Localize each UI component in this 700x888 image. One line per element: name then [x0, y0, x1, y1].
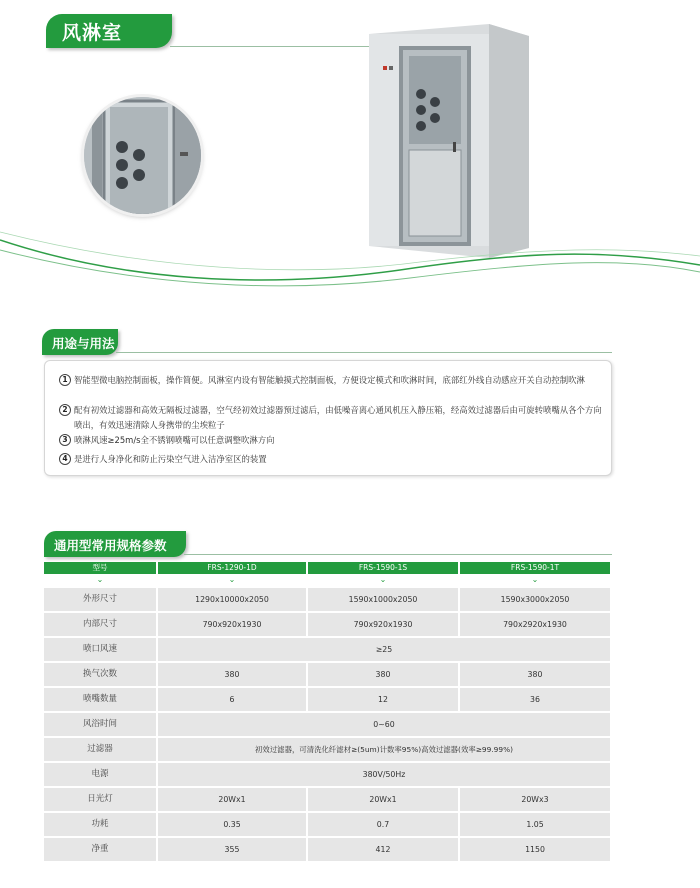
chevron-down-icon: ⌄: [96, 575, 104, 584]
table-cell: 20Wx3: [460, 788, 610, 811]
table-cell: 1150: [460, 838, 610, 861]
table-row: [44, 813, 610, 836]
usage-heading: 用途与用法: [52, 336, 115, 351]
table-cell: 790x2920x1930: [460, 613, 610, 636]
usage-underline: [116, 352, 612, 353]
usage-item: [59, 373, 607, 388]
row-label: 电源: [44, 763, 156, 786]
table-row: [44, 763, 610, 786]
table-cell: 1.05: [460, 813, 610, 836]
usage-text: 智能型微电脑控制面板，操作简便。风淋室内设有智能触摸式控制面板，方便设定模式和吹淋时间，底部红外线自动感应开关自动控制吹淋: [74, 375, 585, 385]
table-cell: 380: [158, 663, 306, 686]
table-cell: 12: [308, 688, 458, 711]
row-label: 喷嘴数量: [44, 688, 156, 711]
chevron-down-icon: ⌄: [379, 575, 387, 584]
item-number: 1: [59, 374, 71, 386]
table-row: [44, 788, 610, 811]
row-label: 内部尺寸: [44, 613, 156, 636]
table-cell: 0.35: [158, 813, 306, 836]
specs-section-tab: [44, 531, 186, 557]
specs-heading: 通用型常用规格参数: [54, 538, 167, 553]
column-header: FRS-1590-1T: [460, 562, 610, 574]
row-label: 外形尺寸: [44, 588, 156, 611]
table-cell: 380: [308, 663, 458, 686]
column-header: FRS-1290-1D: [158, 562, 306, 574]
table-cell: 36: [460, 688, 610, 711]
usage-section-tab: [42, 329, 118, 355]
usage-item: [59, 452, 607, 467]
table-cell-merged: 380V/50Hz: [158, 763, 610, 786]
closeup-image: [84, 97, 201, 214]
row-label: 功耗: [44, 813, 156, 836]
table-cell: 1590x3000x2050: [460, 588, 610, 611]
column-header-model: 型号: [44, 562, 156, 574]
table-row: [44, 688, 610, 711]
table-cell: 0.7: [308, 813, 458, 836]
table-cell-merged: ≥25: [158, 638, 610, 661]
table-cell: 20Wx1: [158, 788, 306, 811]
usage-text: 配有初效过滤器和高效无隔板过滤器，空气经初效过滤器预过滤后，由低噪音离心通风机压入静压箱，经高效过滤器后由可旋转喷嘴从各个方向喷出，有效迅速清除人身携带的尘埃粒子: [74, 405, 602, 430]
usage-item: [59, 433, 607, 448]
table-cell-merged: 0~60: [158, 713, 610, 736]
row-label: 喷口风速: [44, 638, 156, 661]
table-row: [44, 713, 610, 736]
usage-text: 是进行人身净化和防止污染空气进入洁净室区的装置: [74, 454, 267, 464]
table-cell: 412: [308, 838, 458, 861]
table-cell: 6: [158, 688, 306, 711]
table-cell-merged: 初效过滤器，可清洗化纤滤材≥(5um)计数率95%)高效过滤器(效率≥99.99%): [158, 738, 610, 761]
table-row: [44, 638, 610, 661]
row-label: 过滤器: [44, 738, 156, 761]
decorative-wave: [0, 220, 700, 300]
item-number: 4: [59, 453, 71, 465]
specs-underline: [184, 554, 612, 555]
item-number: 3: [59, 434, 71, 446]
row-label: 风浴时间: [44, 713, 156, 736]
table-cell: 1590x1000x2050: [308, 588, 458, 611]
item-number: 2: [59, 404, 71, 416]
table-cell: 380: [460, 663, 610, 686]
row-label: 日光灯: [44, 788, 156, 811]
usage-box: [44, 360, 612, 476]
table-cell: 790x920x1930: [158, 613, 306, 636]
table-cell: 355: [158, 838, 306, 861]
table-row: [44, 613, 610, 636]
table-cell: 20Wx1: [308, 788, 458, 811]
table-row: [44, 738, 610, 761]
chevron-down-icon: ⌄: [228, 575, 236, 584]
table-cell: 1290x10000x2050: [158, 588, 306, 611]
table-header-row: [44, 562, 610, 574]
table-cell: 790x920x1930: [308, 613, 458, 636]
usage-text: 喷淋风速≥25m/s全不锈钢喷嘴可以任意调整吹淋方向: [74, 435, 275, 445]
chevron-down-icon: ⌄: [531, 575, 539, 584]
page-title: 风淋室: [62, 22, 123, 44]
title-underline: [170, 46, 370, 47]
row-label: 换气次数: [44, 663, 156, 686]
page-title-tab: [46, 14, 172, 48]
column-header: FRS-1590-1S: [308, 562, 458, 574]
table-row: [44, 588, 610, 611]
row-label: 净重: [44, 838, 156, 861]
chevron-row: [44, 574, 610, 586]
table-row: [44, 838, 610, 861]
usage-item: [59, 403, 607, 432]
closeup-illustration: [84, 97, 201, 214]
table-row: [44, 663, 610, 686]
